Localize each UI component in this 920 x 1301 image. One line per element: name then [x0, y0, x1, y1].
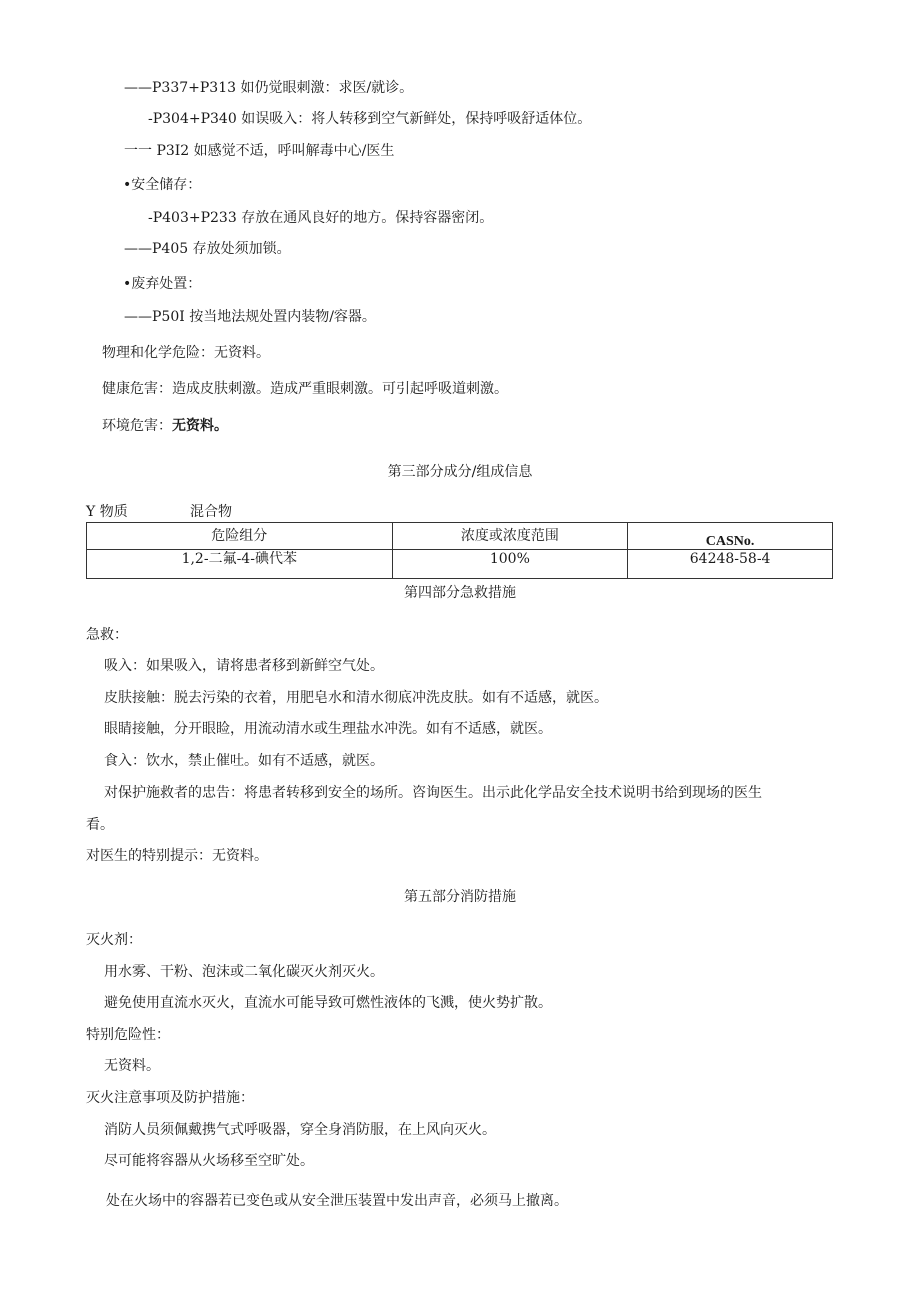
special-hazards-text: 无资料。	[104, 1058, 160, 1074]
first-aid-eye-text: ，分开眼睑，用流动清水或生理盐水冲洗。如有不适感，就医。	[160, 721, 552, 737]
header-cas-no: CASNo.	[628, 523, 833, 550]
first-aid-inhalation: 吸入：如果吸入，请将患者移到新鲜空气处。	[104, 658, 384, 674]
firefighting-precautions-line-1: 消防人员须佩戴携气式呼吸器，穿全身消防服，在上风向灭火。	[104, 1122, 496, 1138]
special-hazards-heading: 特别危险性：	[86, 1027, 170, 1043]
first-aid-eye	[104, 720, 552, 738]
first-aid-ingestion: 食入：饮水，禁止催吐。如有不适感，就医。	[104, 753, 384, 769]
health-hazard-text: ：造成皮肤刺激。造成严重眼刺激。可引起呼吸道刺激。	[158, 381, 508, 397]
first-aid-heading: 急救：	[86, 627, 128, 643]
doctor-note-label: 对医生的特别提示	[86, 848, 198, 864]
composition-table-header	[87, 523, 833, 550]
first-aid-skin-label: 皮肤接触	[104, 690, 160, 706]
header-concentration: 浓度或浓度范围	[392, 523, 628, 550]
rescuer-advice	[104, 784, 762, 802]
cell-component-name: 1,2-二氟-4-碘代苯	[87, 550, 393, 579]
cell-cas-number: 64248-58-4	[628, 550, 833, 579]
header-component: 危险组分	[87, 523, 393, 550]
disposal-heading: •废弃处置：	[123, 276, 202, 292]
extinguishing-media-heading: 灭火剂：	[86, 932, 142, 948]
physical-chemical-hazard-label: 物理和化学危险	[102, 345, 200, 361]
rescuer-advice-continuation: 看。	[86, 817, 114, 833]
precaution-line-p337: ——P337+P313 如仍觉眼刺激：求医/就诊。	[124, 80, 414, 96]
environmental-hazard-text: 无资料。	[172, 418, 228, 434]
doctor-note	[86, 847, 268, 865]
firefighting-precautions-line-2: 尽可能将容器从火场移至空旷处。	[104, 1153, 314, 1169]
physical-chemical-hazard	[102, 344, 270, 362]
precaution-line-p312: 一一 P3I2 如感觉不适，呼叫解毒中心/医生	[124, 143, 395, 159]
extinguishing-media-line-1: 用水雾、干粉、泡沫或二氧化碳灭火剂灭火。	[104, 964, 384, 980]
substance-value: 混合物	[190, 504, 232, 520]
section3-title: 第三部分成分/组成信息	[387, 464, 533, 480]
environmental-hazard	[102, 417, 228, 435]
firefighting-precautions-heading: 灭火注意事项及防护措施：	[86, 1090, 254, 1106]
firefighting-precautions-line-3: 处在火场中的容器若已变色或从安全泄压装置中发出声音，必须马上撤离。	[106, 1193, 568, 1209]
storage-line-p405: ——P405 存放处须加锁。	[124, 241, 291, 257]
storage-heading: •安全储存：	[123, 177, 202, 193]
physical-chemical-hazard-text: ：无资料。	[200, 345, 270, 361]
disposal-line-p501: ——P50I 按当地法规处置内装物/容器。	[124, 309, 376, 325]
precaution-line-p304: -P304+P340 如误吸入：将人转移到空气新鲜处，保持呼吸舒适体位。	[148, 111, 592, 127]
section5-title: 第五部分消防措施	[404, 889, 516, 905]
rescuer-advice-label: 对保护施救者的忠告	[104, 785, 230, 801]
doctor-note-text: ：无资料。	[198, 848, 268, 864]
composition-table	[86, 522, 833, 579]
first-aid-eye-label: 眼睛接触	[104, 721, 160, 737]
substance-label: Y 物质	[86, 504, 128, 520]
health-hazard	[102, 380, 508, 398]
health-hazard-label: 健康危害	[102, 381, 158, 397]
extinguishing-media-line-2: 避免使用直流水灭火，直流水可能导致可燃性液体的飞溅，使火势扩散。	[104, 995, 552, 1011]
first-aid-skin-text: ：脱去污染的衣着，用肥皂水和清水彻底冲洗皮肤。如有不适感，就医。	[160, 690, 608, 706]
storage-line-p403: -P403+P233 存放在通风良好的地方。保持容器密闭。	[148, 210, 494, 226]
rescuer-advice-text: ：将患者转移到安全的场所。咨询医生。出示此化学品安全技术说明书给到现场的医生	[230, 785, 762, 801]
first-aid-skin	[104, 689, 608, 707]
environmental-hazard-label: 环境危害：	[102, 418, 172, 434]
section4-title: 第四部分急救措施	[404, 585, 516, 601]
table-row	[87, 550, 833, 579]
cell-concentration: 100%	[392, 550, 628, 579]
